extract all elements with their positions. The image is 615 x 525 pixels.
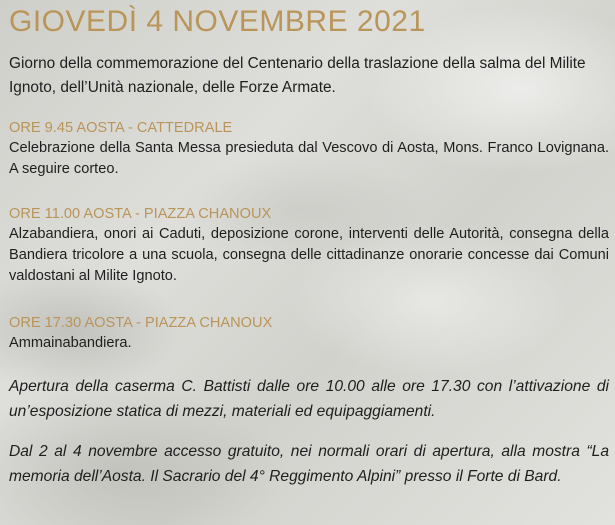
event-piazza-chanoux-morning (9, 204, 609, 287)
event-piazza-chanoux-evening (9, 313, 609, 354)
event-description: Alzabandiera, onori ai Caduti, deposizione corone, interventi delle Autorità, consegna della Bandiera tricolore a una scuola, consegna delle cittadinanze onorarie concesse dai Comuni valdostani al Milite Ignoto. (9, 226, 609, 284)
intro-paragraph: Giorno della commemorazione del Centenario della traslazione della salma del Milite Ignoto, dell’Unità nazionale, delle Forze Armate. (9, 55, 586, 96)
event-cattedrale (9, 118, 609, 180)
event-heading: ORE 17.30 AOSTA - PIAZZA CHANOUX (9, 315, 273, 331)
note-mostra: Dal 2 al 4 novembre accesso gratuito, nei normali orari di apertura, alla mostra “La memoria dell’Aosta. Il Sacrario del 4° Reggimento Alpini” presso il Forte di Bard. (9, 443, 609, 485)
event-description: Ammainabandiera. (9, 335, 132, 351)
event-heading: ORE 9.45 AOSTA - CATTEDRALE (9, 120, 233, 136)
page-title: GIOVEDÌ 4 NOVEMBRE 2021 (9, 5, 426, 38)
event-heading: ORE 11.00 AOSTA - PIAZZA CHANOUX (9, 206, 272, 222)
note-caserma: Apertura della caserma C. Battisti dalle ore 10.00 alle ore 17.30 con l’attivazione di un’esposizione statica di mezzi, materiali ed equipaggiamenti. (9, 378, 609, 420)
event-description: Celebrazione della Santa Messa presieduta dal Vescovo di Aosta, Mons. Franco Lovignana. A seguire corteo. (9, 140, 609, 177)
